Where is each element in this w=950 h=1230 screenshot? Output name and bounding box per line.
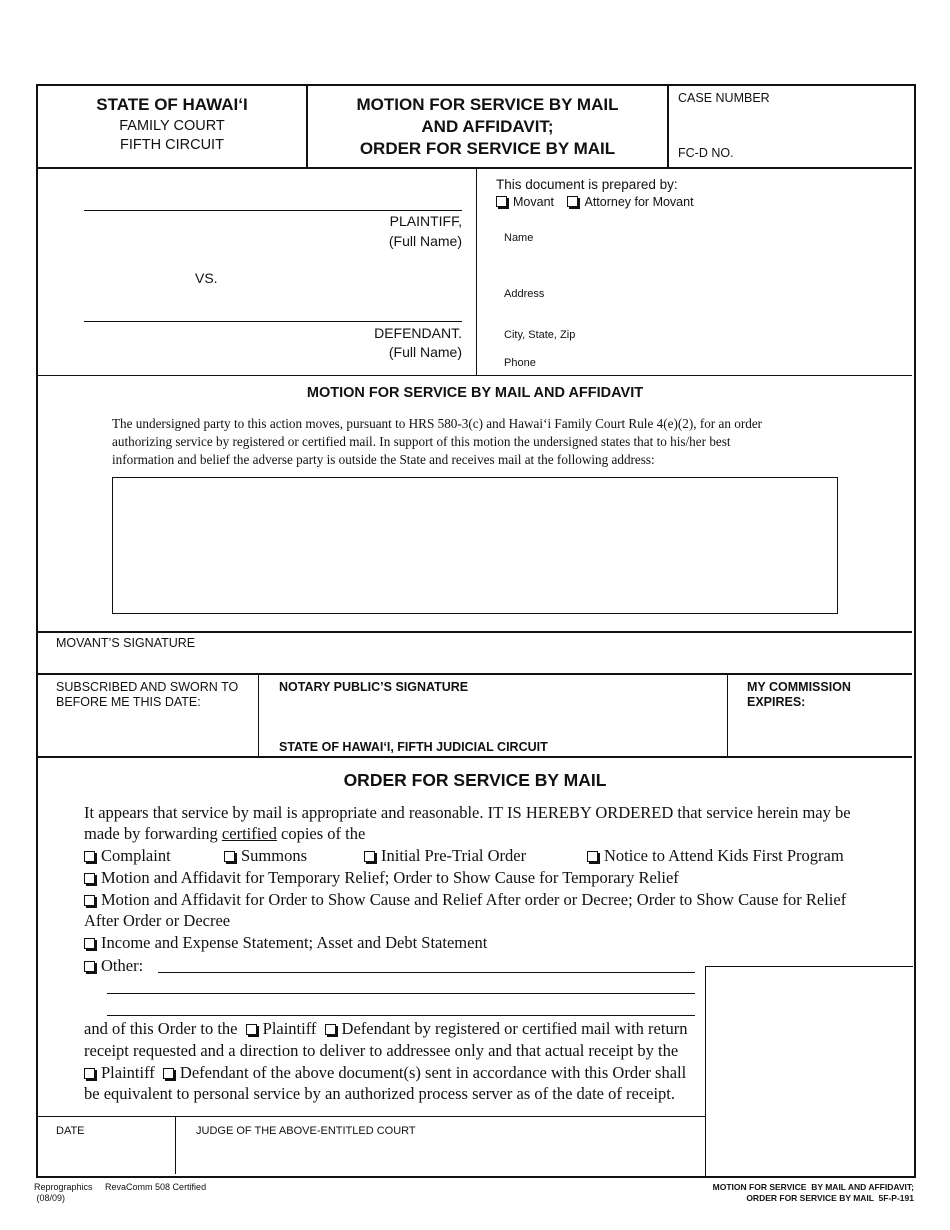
other-line-1[interactable] — [158, 972, 695, 973]
form-title-line1: MOTION FOR SERVICE BY MAIL — [356, 95, 619, 114]
order-intro-line1: It appears that service by mail is appropriate and reasonable. IT IS HEREBY ORDERED that service herein may be — [84, 803, 851, 822]
notary-signature-label: NOTARY PUBLIC’S SIGNATURE — [279, 680, 469, 694]
name-label: Name — [504, 232, 534, 244]
form-title-line3: ORDER FOR SERVICE BY MAIL — [359, 139, 616, 158]
parties-divider — [476, 168, 477, 375]
footer-reprographics: Reprographics RevaComm 508 Certified — [34, 1182, 207, 1192]
defendant-label: DEFENDANT. — [374, 325, 462, 341]
plaintiff-full-name-label: (Full Name) — [388, 233, 462, 249]
notary-bottom-rule — [38, 756, 912, 758]
court-name: FAMILY COURT — [119, 118, 225, 134]
kids-first-checkbox[interactable]: Notice to Attend Kids First Program — [587, 846, 844, 866]
checkbox-icon — [587, 851, 598, 862]
address-label: Address — [504, 288, 545, 300]
plaintiff-name-line[interactable] — [84, 210, 462, 211]
header-bottom-rule — [38, 167, 912, 169]
order-tail-line3 — [84, 1063, 686, 1083]
summons-checkbox[interactable]: Summons — [224, 846, 307, 866]
phone-label: Phone — [504, 357, 536, 369]
commission-expires-line2: EXPIRES: — [747, 695, 806, 709]
movant-checkbox[interactable]: Movant — [496, 195, 554, 209]
motion-heading: MOTION FOR SERVICE BY MAIL AND AFFIDAVIT — [306, 385, 644, 401]
defendant-full-name-label: (Full Name) — [388, 344, 462, 360]
temp-relief-checkbox[interactable]: Motion and Affidavit for Temporary Relief; Order to Show Cause for Temporary Relief — [84, 868, 679, 888]
circuit-name: FIFTH CIRCUIT — [120, 137, 224, 153]
checkbox-icon — [84, 1068, 95, 1079]
signature-row-rule — [38, 1116, 705, 1117]
motion-text-line1: The undersigned party to this action moves, pursuant to HRS 580-3(c) and Hawai‘i Family Court Rule 4(e)(2), for an order — [112, 416, 763, 431]
tail3-defendant-checkbox[interactable]: Defendant of the above document(s) sent in accordance with this Order shall — [163, 1063, 686, 1083]
court-seal-box — [705, 966, 913, 1176]
date-judge-divider — [175, 1116, 176, 1174]
movant-signature-label: MOVANT’S SIGNATURE — [56, 636, 196, 650]
adverse-party-address-box[interactable] — [112, 477, 838, 614]
tail3-plaintiff-checkbox[interactable]: Plaintiff — [84, 1063, 155, 1083]
movant-signature-field[interactable] — [250, 640, 890, 668]
plaintiff-label: PLAINTIFF, — [389, 213, 462, 229]
footer-form-number: ORDER FOR SERVICE BY MAIL 5F-P-191 — [746, 1193, 914, 1203]
other-checkbox[interactable]: Other: — [84, 956, 143, 976]
checkbox-icon — [246, 1024, 257, 1035]
prepared-by-label: This document is prepared by: — [496, 177, 678, 192]
pretrial-order-checkbox[interactable]: Initial Pre-Trial Order — [364, 846, 526, 866]
subscribed-label-line2: BEFORE ME THIS DATE: — [56, 695, 201, 709]
checkbox-icon — [84, 895, 95, 906]
fcd-number-label: FC-D NO. — [678, 146, 734, 160]
notary-top-rule — [38, 673, 912, 675]
attorney-checkbox[interactable]: Attorney for Movant — [567, 195, 693, 209]
case-number-label: CASE NUMBER — [678, 91, 770, 105]
notary-divider-1 — [258, 674, 259, 757]
tail-defendant-checkbox[interactable]: Defendant by registered or certified mail with return — [325, 1019, 688, 1039]
footer-form-title: MOTION FOR SERVICE BY MAIL AND AFFIDAVIT; — [712, 1182, 914, 1192]
checkbox-icon — [224, 851, 235, 862]
checkbox-icon — [84, 851, 95, 862]
movant-signature-rule — [38, 631, 912, 633]
motion-text-line2: authorizing service by registered or certified mail. In support of this motion the undersigned states that to his/her best — [112, 434, 731, 449]
header-divider-2 — [667, 86, 669, 168]
footer-revision-date: (08/09) — [34, 1193, 66, 1203]
judge-label: JUDGE OF THE ABOVE-ENTITLED COURT — [196, 1125, 416, 1137]
city-state-zip-label: City, State, Zip — [504, 329, 576, 341]
notary-circuit-label: STATE OF HAWAI‘I, FIFTH JUDICIAL CIRCUIT — [279, 740, 548, 754]
notary-divider-2 — [727, 674, 728, 757]
other-line-2[interactable] — [107, 993, 695, 994]
checkbox-icon — [84, 873, 95, 884]
after-order-line2: After Order or Decree — [84, 911, 231, 930]
checkbox-icon — [364, 851, 375, 862]
checkbox-icon — [84, 961, 95, 972]
other-line-3[interactable] — [107, 1015, 695, 1016]
checkbox-icon — [325, 1024, 336, 1035]
checkbox-icon — [496, 196, 507, 207]
date-field[interactable] — [50, 1140, 168, 1170]
date-label: DATE — [56, 1125, 85, 1137]
checkbox-icon — [567, 196, 578, 207]
order-tail-line1: and of this Order to the Plaintiff Defendant by registered or certified mail with return — [84, 1019, 688, 1038]
prepared-by-options — [496, 195, 694, 209]
complaint-checkbox[interactable]: Complaint — [84, 846, 171, 866]
order-heading: ORDER FOR SERVICE BY MAIL — [343, 770, 607, 790]
case-number-field[interactable] — [800, 106, 900, 126]
parties-bottom-rule — [38, 375, 912, 376]
versus-label: VS. — [195, 270, 218, 286]
order-tail-line2: receipt requested and a direction to deliver to addressee only and that actual receipt by the — [84, 1041, 679, 1060]
order-intro-line2: made by forwarding certified copies of the — [84, 824, 366, 843]
defendant-name-line[interactable] — [84, 321, 462, 322]
tail-plaintiff-checkbox[interactable]: Plaintiff — [246, 1019, 317, 1039]
subscribed-label-line1: SUBSCRIBED AND SWORN TO — [56, 680, 239, 694]
commission-expires-line1: MY COMMISSION — [747, 680, 851, 694]
order-tail-line4: be equivalent to personal service by an authorized process server as of the date of receipt. — [84, 1084, 676, 1103]
motion-text-line3: information and belief the adverse party is outside the State and receives mail at the following address: — [112, 452, 655, 467]
judge-signature-field[interactable] — [190, 1140, 695, 1170]
checkbox-icon — [163, 1068, 174, 1079]
state-title: STATE OF HAWAI‘I — [96, 95, 248, 114]
checkbox-icon — [84, 938, 95, 949]
form-title-line2: AND AFFIDAVIT; — [421, 117, 554, 136]
after-order-checkbox[interactable]: Motion and Affidavit for Order to Show Cause and Relief After order or Decree; Order to Show Cause for Relief — [84, 890, 846, 910]
income-expense-checkbox[interactable]: Income and Expense Statement; Asset and Debt Statement — [84, 933, 487, 953]
